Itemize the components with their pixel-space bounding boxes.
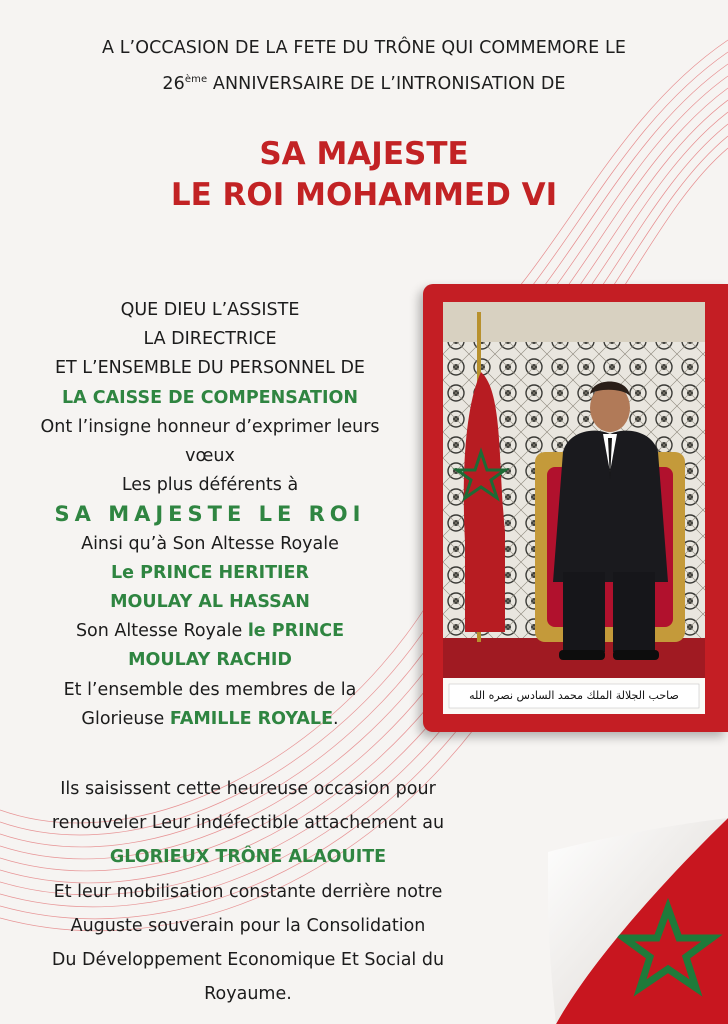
message-block xyxy=(10,296,410,734)
message-line: Et l’ensemble des membres de la xyxy=(63,679,357,700)
prince-name: MOULAY RACHID xyxy=(128,650,292,671)
title-line-1: SA MAJESTE xyxy=(259,136,469,172)
message-line: Ont l’insigne honneur d’exprimer leurs xyxy=(40,416,380,437)
message-line: Les plus déférents à xyxy=(121,475,299,496)
throne-name: GLORIEUX TRÔNE ALAOUITE xyxy=(109,847,387,868)
closing-block xyxy=(0,772,496,1011)
intro-line-2 xyxy=(0,64,728,100)
message-text: . xyxy=(333,708,339,729)
prince-title: le PRINCE xyxy=(247,621,345,642)
intro-text xyxy=(0,32,728,100)
closing-line: renouveler Leur indéfectible attachement au xyxy=(51,813,445,834)
message-line xyxy=(10,705,410,734)
intro-line-1: A L’OCCASION DE LA FETE DU TRÔNE QUI COMMEMORE LE xyxy=(101,38,627,58)
message-line: ET L’ENSEMBLE DU PERSONNEL DE xyxy=(55,358,365,379)
anniversary-number: 26 xyxy=(162,74,185,94)
message-line: Ainsi qu’à Son Altesse Royale xyxy=(81,533,339,554)
closing-line: Ils saisissent cette heureuse occasion pour xyxy=(60,779,436,799)
anniversary-ordinal: ème xyxy=(184,74,208,85)
organization-name: LA CAISSE DE COMPENSATION xyxy=(61,387,359,408)
message-text: Glorieuse xyxy=(81,708,170,729)
page-title xyxy=(0,134,728,216)
message-line: LA DIRECTRICE xyxy=(143,329,277,350)
closing-line: Auguste souverain pour la Consolidation xyxy=(70,915,426,936)
king-title: SA MAJESTE LE ROI xyxy=(54,502,366,527)
portrait-caption: صاحب الجلالة الملك محمد السادس نصره الله xyxy=(469,689,679,702)
flag-corner-decoration xyxy=(548,816,728,1024)
royal-family: FAMILLE ROYALE xyxy=(169,708,334,729)
title-line-2: LE ROI MOHAMMED VI xyxy=(170,177,558,213)
message-text: Son Altesse Royale xyxy=(75,621,248,642)
crown-prince-name: MOULAY AL HASSAN xyxy=(110,592,310,613)
closing-line: Et leur mobilisation constante derrière notre xyxy=(53,881,443,902)
message-line xyxy=(10,617,410,646)
closing-line: Royaume. xyxy=(204,984,292,1005)
message-line: QUE DIEU L’ASSISTE xyxy=(120,300,300,320)
intro-line-2-rest: ANNIVERSAIRE DE L’INTRONISATION DE xyxy=(207,74,566,94)
message-line: vœux xyxy=(185,446,235,467)
official-portrait xyxy=(443,302,705,714)
portrait-image xyxy=(443,302,705,714)
closing-line: Du Développement Economique Et Social du xyxy=(51,950,445,971)
crown-prince-title: Le PRINCE HERITIER xyxy=(111,562,309,583)
